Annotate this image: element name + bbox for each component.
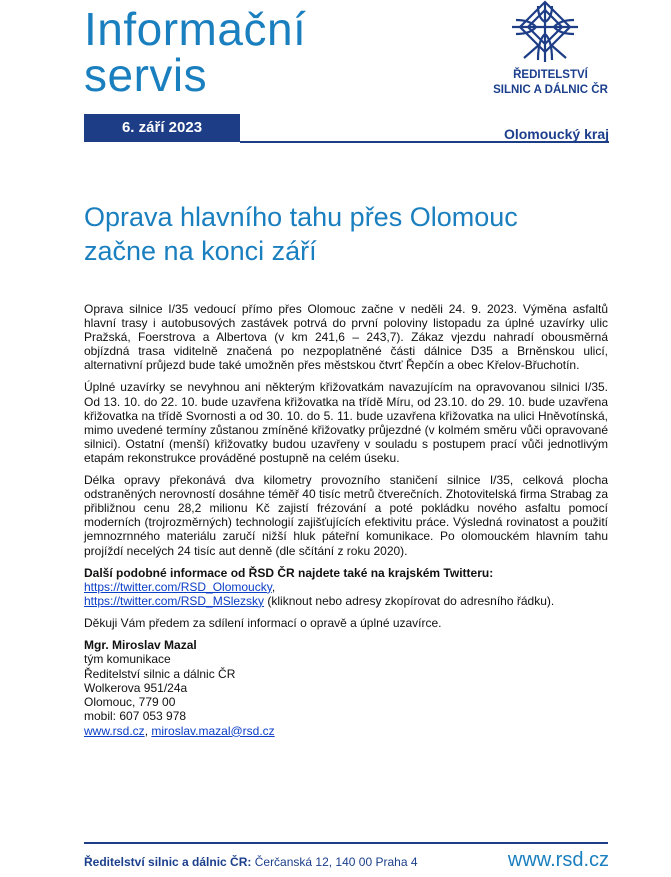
newsletter-title-line1: Informační bbox=[84, 3, 307, 55]
headline-line1: Oprava hlavního tahu přes Olomouc bbox=[84, 202, 518, 232]
signature-org: Ředitelství silnic a dálnic ČR bbox=[84, 666, 236, 681]
signature-links bbox=[84, 724, 608, 738]
article-paragraph: Úplné uzavírky se nevyhnou ani některým křižovatkám navazujícím na opravovanou silnici I/35. Od 13. 10. do 22. 10. bude uzavřena křižovatka na třídě Míru, od 23.10. do 29. 10. bude uzavřena křižovatka na třídě Svornosti a od 30. 10. do 5. 11. bude uzavřena křižovatka na ulici Hněvotínská, mimo uvedené termíny zůstanou zmíněné křižovatky průjezdné (v kolmém směru vůči opravované silnici). Ostatní (menší) křižovatky budou uzavřeny v souladu s postupem prací vůči jednotlivým etapám rekonstrukce prováděné postupně na celém úseku. bbox=[84, 380, 608, 465]
signature-team: tým komunikace bbox=[84, 652, 171, 667]
twitter-heading: Další podobné informace od ŘSD ČR najdete také na krajském Twitteru: bbox=[84, 565, 494, 580]
article-paragraph: Oprava silnice I/35 vedoucí přímo přes Olomouc začne v neděli 24. 9. 2023. Výměna asfaltů hlavní trasy i autobusových zastávek potrvá do první poloviny listopadu za úplné uzavírky ulic Pražská, Foerstrova a Albertova (v km 241,6 – 243,7). Zákaz vjezdu nahradí obousměrná objízdná trasa viditelně značená po nezpoplatněné části dálnice D35 a Brněnskou ulicí, alternativní průjezd bude také umožněn přes městskou čtvrť Řepčín a obec Křelov-Břuchotín. bbox=[84, 302, 608, 373]
thanks-note: Děkuji Vám předem za sdílení informací o opravě a úplné uzavírce. bbox=[84, 615, 442, 630]
signature-web-link[interactable]: www.rsd.cz bbox=[84, 723, 145, 738]
twitter-link2-note: (kliknout nebo adresy zkopírovat do adresního řádku). bbox=[264, 593, 555, 608]
organization-name-line2: SILNIC A DÁLNIC ČR bbox=[493, 84, 608, 96]
region-label: Olomoucký kraj bbox=[503, 126, 609, 142]
headline-line2: začne na konci září bbox=[84, 236, 317, 266]
article-headline bbox=[84, 200, 614, 268]
organization-name-line1: ŘEDITELSTVÍ bbox=[513, 69, 588, 81]
footer-website-link[interactable]: www.rsd.cz bbox=[507, 849, 609, 871]
signature-street: Wolkerova 951/24a bbox=[84, 680, 188, 695]
twitter-link-mslezsky[interactable]: https://twitter.com/RSD_MSlezsky bbox=[84, 593, 265, 608]
organization-name bbox=[488, 68, 613, 98]
footer-address bbox=[84, 855, 418, 869]
footer-street: Čerčanská 12, 140 00 Praha 4 bbox=[251, 855, 418, 869]
twitter-section bbox=[84, 566, 608, 608]
footer-rule bbox=[84, 842, 608, 844]
issue-date: 6. září 2023 bbox=[121, 119, 203, 136]
rsd-logo-icon bbox=[510, 0, 580, 64]
signature-block bbox=[84, 638, 608, 738]
signature-mobile: mobil: 607 053 978 bbox=[84, 709, 187, 724]
twitter-link-olomoucky[interactable]: https://twitter.com/RSD_Olomoucky bbox=[84, 579, 272, 594]
signature-name: Mgr. Miroslav Mazal bbox=[84, 637, 197, 652]
signature-email-link[interactable]: miroslav.mazal@rsd.cz bbox=[151, 723, 275, 738]
signature-city: Olomouc, 779 00 bbox=[84, 695, 176, 710]
footer-org: Ředitelství silnic a dálnic ČR: bbox=[84, 855, 252, 869]
newsletter-title bbox=[84, 3, 307, 101]
twitter-link1-suffix: , bbox=[271, 579, 276, 594]
newsletter-title-line2: servis bbox=[84, 49, 208, 101]
article-body bbox=[84, 302, 608, 738]
article-paragraph: Délka opravy překonává dva kilometry provozního staničení silnice I/35, celková plocha odstraněných nerovností dosáhne téměř 40 tisíc metrů čtverečních. Zhotovitelská firma Strabag za přibližnou cenu 28,2 milionu Kč zajistí frézování a poté pokládku nového asfaltu pomocí moderních (trojrozměrných) technologií zajišťujících efektivitu práce. Výsledná rovinatost a použití jemnozrnného materiálu zaručí nižší hluk páteřní komunikace. Po olomouckém hlavním tahu projíždí necelých 24 tisíc aut denně (dle sčítání z roku 2020). bbox=[84, 473, 608, 558]
signature-separator: , bbox=[144, 723, 152, 738]
